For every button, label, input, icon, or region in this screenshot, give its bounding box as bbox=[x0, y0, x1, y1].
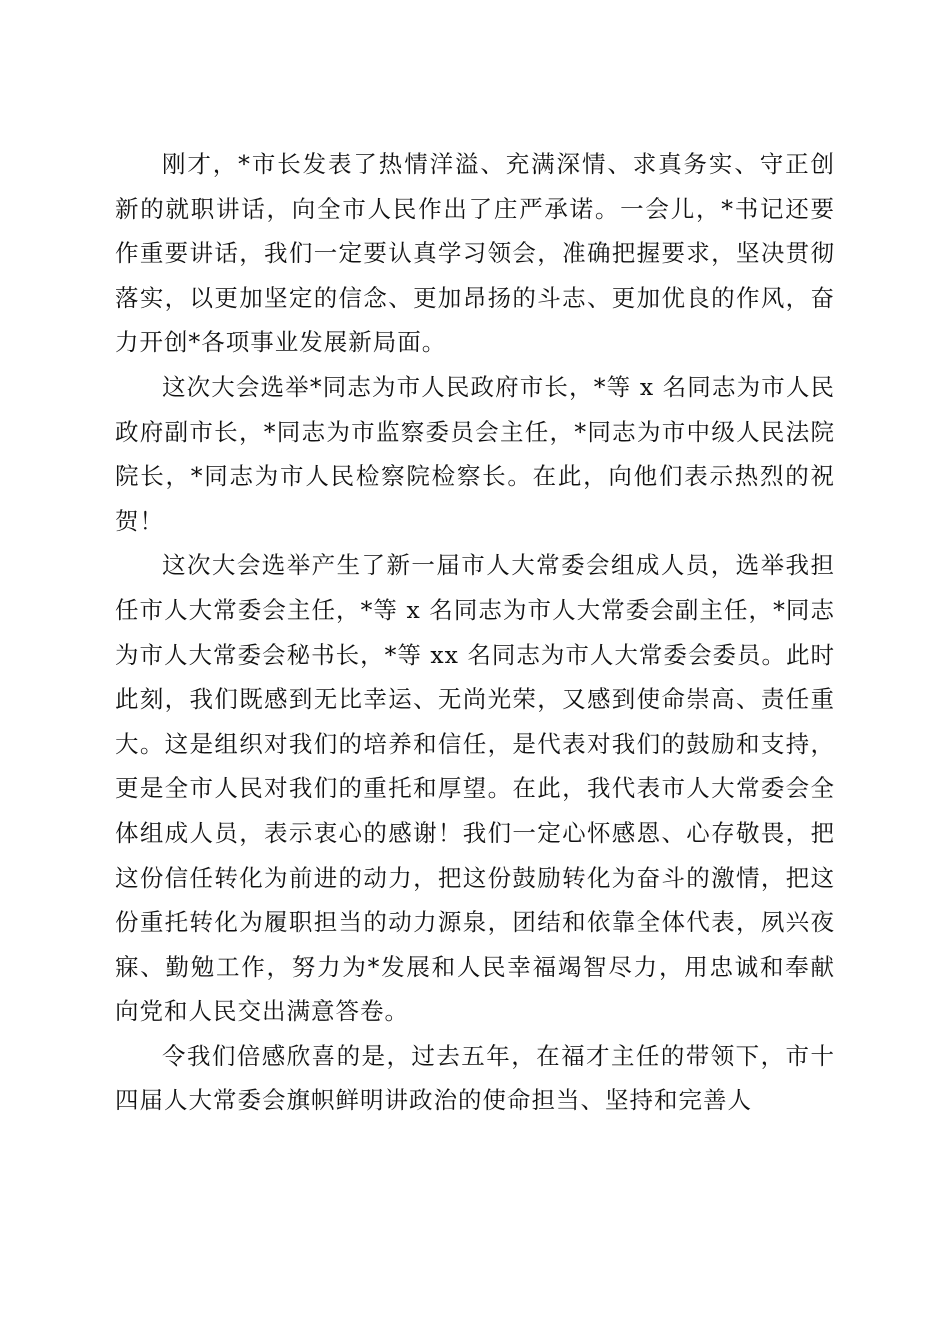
paragraph-3: 这次大会选举产生了新一届市人大常委会组成人员，选举我担任市人大常委会主任，*等 x 名同志为市人大常委会副主任，*同志为市人大常委会秘书长，*等 xx 名同志为市人大常委会委员。此时此刻，我们既感到无比幸运、无尚光荣，又感到使命崇高、责任重大。这是组织对我们的培养和信任，是代表对我们的鼓励和支持，更是全市人民对我们的重托和厚望。在此，我代表市人大常委会全体组成人员，表示衷心的感谢！我们一定心怀感恩、心存敬畏，把这份信任转化为前进的动力，把这份鼓励转化为奋斗的激情，把这份重托转化为履职担当的动力源泉，团结和依靠全体代表，夙兴夜寐、勤勉工作，努力为*发展和人民幸福竭智尽力，用忠诚和奉献向党和人民交出满意答卷。 bbox=[115, 551, 835, 1026]
document-body bbox=[115, 142, 835, 1123]
paragraph-1: 刚才，*市长发表了热情洋溢、充满深情、求真务实、守正创新的就职讲话，向全市人民作出了庄严承诺。一会儿，*书记还要作重要讲话，我们一定要认真学习领会，准确把握要求，坚决贯彻落实，以更加坚定的信念、更加昂扬的斗志、更加优良的作风，奋力开创*各项事业发展新局面。 bbox=[115, 150, 835, 357]
paragraph-2: 这次大会选举*同志为市人民政府市长，*等 x 名同志为市人民政府副市长，*同志为市监察委员会主任，*同志为市中级人民法院院长，*同志为市人民检察院检察长。在此，向他们表示热烈的祝贺！ bbox=[115, 372, 835, 535]
paragraph-4: 令我们倍感欣喜的是，过去五年，在福才主任的带领下，市十四届人大常委会旗帜鲜明讲政治的使命担当、坚持和完善人 bbox=[115, 1041, 835, 1115]
